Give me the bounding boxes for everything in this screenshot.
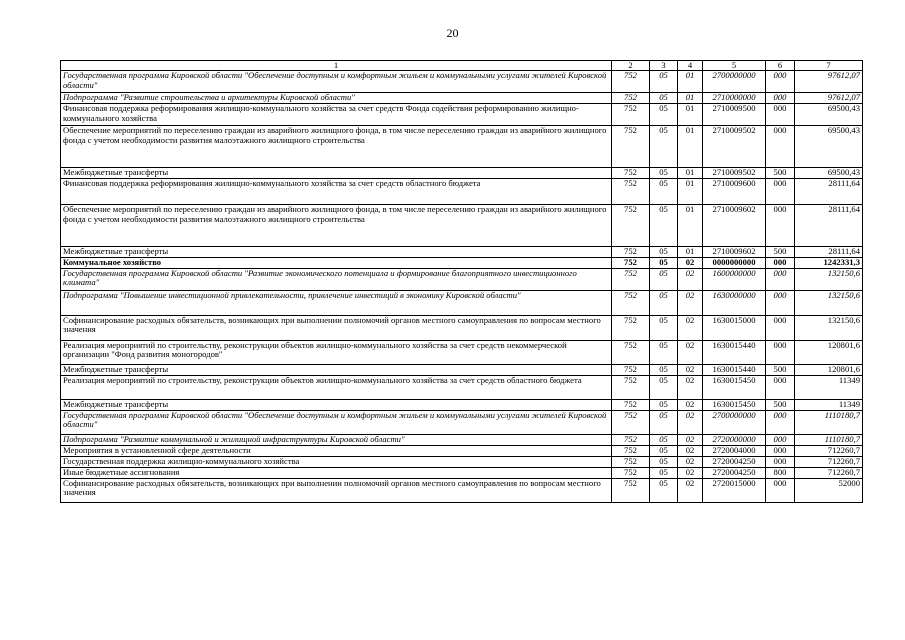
target-article-cell: 1630015000 — [703, 315, 766, 340]
subsection-code-cell: 02 — [678, 478, 703, 502]
subsection-code-cell: 02 — [678, 364, 703, 375]
table-row — [61, 364, 863, 375]
ministry-code-cell: 752 — [612, 445, 650, 456]
subsection-code-cell: 02 — [678, 399, 703, 410]
amount-cell: 69500,43 — [795, 104, 863, 126]
ministry-code-cell: 752 — [612, 315, 650, 340]
target-article-cell: 2710009602 — [703, 247, 766, 258]
ministry-code-cell: 752 — [612, 71, 650, 93]
table-row — [61, 399, 863, 410]
expense-type-cell: 000 — [766, 434, 795, 445]
target-article-cell: 2710009500 — [703, 104, 766, 126]
ministry-code-cell: 752 — [612, 399, 650, 410]
target-article-cell: 1630015440 — [703, 364, 766, 375]
item-name-cell: Финансовая поддержка реформирования жилищно-коммунального хозяйства за счет средств областного бюджета — [61, 179, 612, 205]
subsection-code-cell: 02 — [678, 467, 703, 478]
amount-cell: 712260,7 — [795, 445, 863, 456]
item-name-cell: Обеспечение мероприятий по переселению граждан из аварийного жилищного фонда, в том числе переселению граждан из аварийного жилищного фонда с учетом необходимости развития малоэтажного жилищного строительства — [61, 205, 612, 247]
subsection-code-cell: 02 — [678, 410, 703, 434]
item-name-cell: Межбюджетные трансферты — [61, 168, 612, 179]
item-name-cell: Межбюджетные трансферты — [61, 364, 612, 375]
amount-cell: 28111,64 — [795, 205, 863, 247]
amount-cell: 11349 — [795, 375, 863, 399]
target-article-cell: 2710009502 — [703, 168, 766, 179]
subsection-code-cell: 02 — [678, 315, 703, 340]
table-row — [61, 247, 863, 258]
section-code-cell: 05 — [650, 126, 678, 168]
target-article-cell: 2720004000 — [703, 445, 766, 456]
ministry-code-cell: 752 — [612, 126, 650, 168]
subsection-code-cell: 01 — [678, 93, 703, 104]
header-cell: 5 — [703, 61, 766, 71]
subsection-code-cell: 02 — [678, 445, 703, 456]
ministry-code-cell: 752 — [612, 375, 650, 399]
amount-cell: 132150,6 — [795, 268, 863, 290]
expense-type-cell: 000 — [766, 126, 795, 168]
section-code-cell: 05 — [650, 467, 678, 478]
subsection-code-cell: 01 — [678, 205, 703, 247]
item-name-cell: Подпрограмма "Развитие коммунальной и жилищной инфраструктуры Кировской области" — [61, 434, 612, 445]
section-code-cell: 05 — [650, 315, 678, 340]
item-name-cell: Подпрограмма "Повышение инвестиционной привлекательности, привлечение инвестиций в экономику Кировской области" — [61, 290, 612, 315]
expense-type-cell: 000 — [766, 410, 795, 434]
ministry-code-cell: 752 — [612, 456, 650, 467]
ministry-code-cell: 752 — [612, 467, 650, 478]
table-row — [61, 179, 863, 205]
section-code-cell: 05 — [650, 445, 678, 456]
table-row — [61, 104, 863, 126]
subsection-code-cell: 01 — [678, 126, 703, 168]
subsection-code-cell: 01 — [678, 179, 703, 205]
section-code-cell: 05 — [650, 340, 678, 364]
expense-type-cell: 000 — [766, 445, 795, 456]
item-name-cell: Подпрограмма "Развитие строительства и архитектуры Кировской области" — [61, 93, 612, 104]
subsection-code-cell: 02 — [678, 258, 703, 269]
table-row — [61, 93, 863, 104]
subsection-code-cell: 01 — [678, 71, 703, 93]
amount-cell: 712260,7 — [795, 467, 863, 478]
item-name-cell: Межбюджетные трансферты — [61, 399, 612, 410]
ministry-code-cell: 752 — [612, 104, 650, 126]
target-article-cell: 0000000000 — [703, 258, 766, 269]
expense-type-cell: 000 — [766, 375, 795, 399]
target-article-cell: 2720015000 — [703, 478, 766, 502]
table-row — [61, 268, 863, 290]
item-name-cell: Софинансирование расходных обязательств, возникающих при выполнении полномочий органов местного самоуправления по вопросам местного значения — [61, 315, 612, 340]
ministry-code-cell: 752 — [612, 268, 650, 290]
target-article-cell: 1630015450 — [703, 399, 766, 410]
subsection-code-cell: 01 — [678, 168, 703, 179]
amount-cell: 52000 — [795, 478, 863, 502]
section-code-cell: 05 — [650, 434, 678, 445]
subsection-code-cell: 02 — [678, 340, 703, 364]
header-cell: 6 — [766, 61, 795, 71]
ministry-code-cell: 752 — [612, 434, 650, 445]
target-article-cell: 2710009600 — [703, 179, 766, 205]
amount-cell: 132150,6 — [795, 315, 863, 340]
table-row — [61, 410, 863, 434]
section-code-cell: 05 — [650, 399, 678, 410]
amount-cell: 132150,6 — [795, 290, 863, 315]
expense-type-cell: 000 — [766, 340, 795, 364]
target-article-cell: 2700000000 — [703, 410, 766, 434]
expense-type-cell: 000 — [766, 290, 795, 315]
ministry-code-cell: 752 — [612, 168, 650, 179]
amount-cell: 97612,07 — [795, 71, 863, 93]
section-code-cell: 05 — [650, 410, 678, 434]
item-name-cell: Государственная поддержка жилищно-коммунального хозяйства — [61, 456, 612, 467]
section-code-cell: 05 — [650, 205, 678, 247]
amount-cell: 120801,6 — [795, 340, 863, 364]
item-name-cell: Межбюджетные трансферты — [61, 247, 612, 258]
table-body — [61, 71, 863, 503]
section-code-cell: 05 — [650, 93, 678, 104]
expense-type-cell: 000 — [766, 71, 795, 93]
expense-type-cell: 500 — [766, 168, 795, 179]
section-code-cell: 05 — [650, 290, 678, 315]
item-name-cell: Обеспечение мероприятий по переселению граждан из аварийного жилищного фонда, в том числе переселению граждан из аварийного жилищного фонда с учетом необходимости развития малоэтажного жилищного строительства — [61, 126, 612, 168]
amount-cell: 712260,7 — [795, 456, 863, 467]
amount-cell: 1110180,7 — [795, 410, 863, 434]
item-name-cell: Коммунальное хозяйство — [61, 258, 612, 269]
table-row — [61, 375, 863, 399]
section-code-cell: 05 — [650, 364, 678, 375]
header-cell: 7 — [795, 61, 863, 71]
target-article-cell: 2710009602 — [703, 205, 766, 247]
section-code-cell: 05 — [650, 104, 678, 126]
table-row — [61, 445, 863, 456]
ministry-code-cell: 752 — [612, 93, 650, 104]
item-name-cell: Финансовая поддержка реформирования жилищно-коммунального хозяйства за счет средств Фонда содействия реформированию жилищно-коммунального хозяйства — [61, 104, 612, 126]
table-row — [61, 340, 863, 364]
header-cell: 3 — [650, 61, 678, 71]
target-article-cell: 2700000000 — [703, 71, 766, 93]
subsection-code-cell: 02 — [678, 375, 703, 399]
amount-cell: 11349 — [795, 399, 863, 410]
table-row — [61, 71, 863, 93]
item-name-cell: Иные бюджетные ассигнования — [61, 467, 612, 478]
subsection-code-cell: 02 — [678, 434, 703, 445]
target-article-cell: 1600000000 — [703, 268, 766, 290]
expense-type-cell: 000 — [766, 104, 795, 126]
header-cell: 2 — [612, 61, 650, 71]
section-code-cell: 05 — [650, 247, 678, 258]
subsection-code-cell: 02 — [678, 268, 703, 290]
table-row — [61, 315, 863, 340]
ministry-code-cell: 752 — [612, 247, 650, 258]
ministry-code-cell: 752 — [612, 179, 650, 205]
section-code-cell: 05 — [650, 179, 678, 205]
section-code-cell: 05 — [650, 375, 678, 399]
item-name-cell: Мероприятия в установленной сфере деятельности — [61, 445, 612, 456]
expense-type-cell: 000 — [766, 258, 795, 269]
expense-type-cell: 000 — [766, 268, 795, 290]
target-article-cell: 2720000000 — [703, 434, 766, 445]
ministry-code-cell: 752 — [612, 290, 650, 315]
item-name-cell: Реализация мероприятий по строительству, реконструкции объектов жилищно-коммунального хозяйства за счет средств некоммерческой организации "Фонд развития моногородов" — [61, 340, 612, 364]
expense-type-cell: 000 — [766, 93, 795, 104]
subsection-code-cell: 02 — [678, 290, 703, 315]
amount-cell: 69500,43 — [795, 168, 863, 179]
expense-type-cell: 000 — [766, 478, 795, 502]
target-article-cell: 1630015450 — [703, 375, 766, 399]
section-code-cell: 05 — [650, 478, 678, 502]
table-row — [61, 126, 863, 168]
item-name-cell: Софинансирование расходных обязательств, возникающих при выполнении полномочий органов местного самоуправления по вопросам местного значения — [61, 478, 612, 502]
ministry-code-cell: 752 — [612, 258, 650, 269]
table-row — [61, 290, 863, 315]
budget-table — [60, 60, 863, 503]
subsection-code-cell: 01 — [678, 247, 703, 258]
header-cell: 1 — [61, 61, 612, 71]
expense-type-cell: 500 — [766, 247, 795, 258]
page-number: 20 — [446, 26, 459, 40]
expense-type-cell: 500 — [766, 364, 795, 375]
expense-type-cell: 000 — [766, 315, 795, 340]
ministry-code-cell: 752 — [612, 410, 650, 434]
item-name-cell: Реализация мероприятий по строительству, реконструкции объектов жилищно-коммунального хозяйства за счет средств областного бюджета — [61, 375, 612, 399]
ministry-code-cell: 752 — [612, 340, 650, 364]
expense-type-cell: 800 — [766, 467, 795, 478]
amount-cell: 28111,64 — [795, 179, 863, 205]
expense-type-cell: 000 — [766, 205, 795, 247]
item-name-cell: Государственная программа Кировской области "Обеспечение доступным и комфортным жильем и коммунальными услугами жителей Кировской области" — [61, 71, 612, 93]
section-code-cell: 05 — [650, 71, 678, 93]
target-article-cell: 1630000000 — [703, 290, 766, 315]
amount-cell: 1110180,7 — [795, 434, 863, 445]
item-name-cell: Государственная программа Кировской области "Обеспечение доступным и комфортным жильем и коммунальными услугами жителей Кировской области" — [61, 410, 612, 434]
table-row — [61, 258, 863, 269]
table-row — [61, 205, 863, 247]
amount-cell: 97612,07 — [795, 93, 863, 104]
target-article-cell: 1630015440 — [703, 340, 766, 364]
amount-cell: 28111,64 — [795, 247, 863, 258]
expense-type-cell: 000 — [766, 179, 795, 205]
header-row — [61, 61, 863, 71]
subsection-code-cell: 02 — [678, 456, 703, 467]
amount-cell: 120801,6 — [795, 364, 863, 375]
expense-type-cell: 000 — [766, 456, 795, 467]
ministry-code-cell: 752 — [612, 478, 650, 502]
subsection-code-cell: 01 — [678, 104, 703, 126]
target-article-cell: 2710000000 — [703, 93, 766, 104]
target-article-cell: 2720004250 — [703, 456, 766, 467]
table-row — [61, 434, 863, 445]
expense-type-cell: 500 — [766, 399, 795, 410]
table-row — [61, 467, 863, 478]
section-code-cell: 05 — [650, 168, 678, 179]
ministry-code-cell: 752 — [612, 205, 650, 247]
table-row — [61, 456, 863, 467]
section-code-cell: 05 — [650, 258, 678, 269]
table-row — [61, 168, 863, 179]
section-code-cell: 05 — [650, 268, 678, 290]
amount-cell: 69500,43 — [795, 126, 863, 168]
ministry-code-cell: 752 — [612, 364, 650, 375]
table-row — [61, 478, 863, 502]
section-code-cell: 05 — [650, 456, 678, 467]
amount-cell: 1242331,3 — [795, 258, 863, 269]
header-cell: 4 — [678, 61, 703, 71]
item-name-cell: Государственная программа Кировской области "Развитие экономического потенциала и формирование благоприятного инвестиционного климата" — [61, 268, 612, 290]
target-article-cell: 2720004250 — [703, 467, 766, 478]
target-article-cell: 2710009502 — [703, 126, 766, 168]
